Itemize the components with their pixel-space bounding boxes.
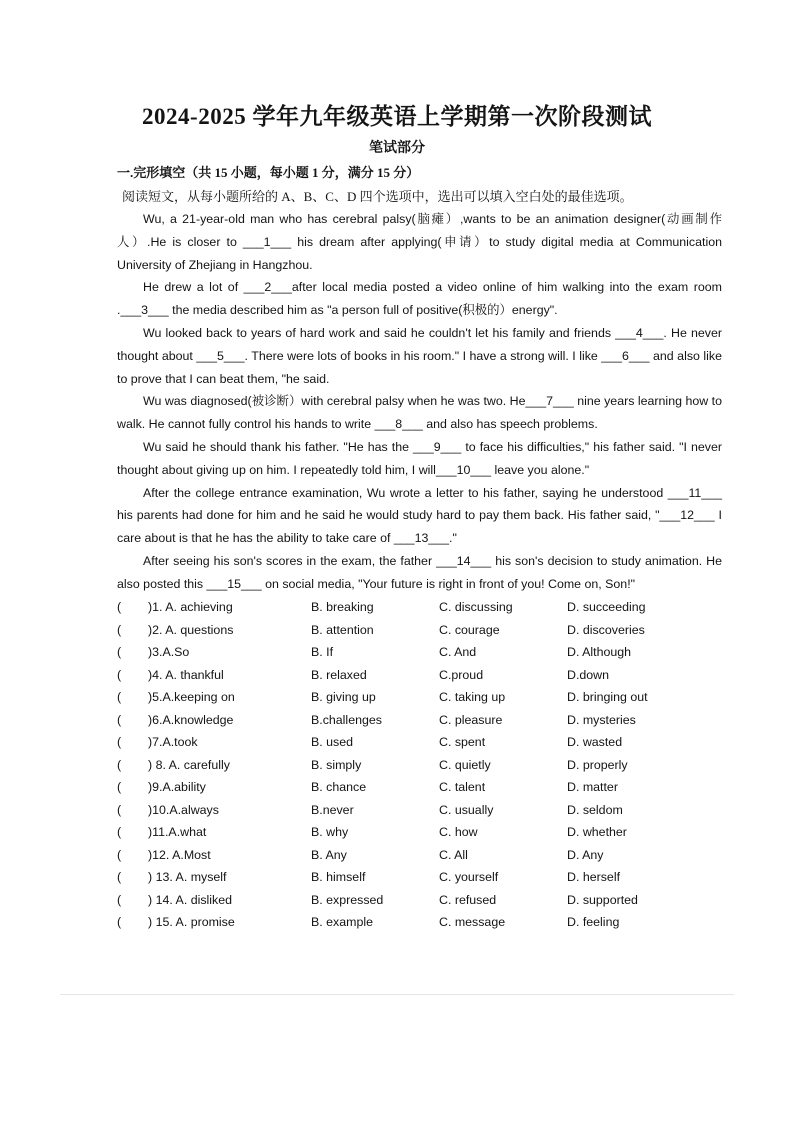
option-d: D. Although (567, 645, 632, 659)
question-row (117, 713, 737, 736)
option-b: B. expressed (311, 892, 384, 907)
cloze-passage (117, 208, 722, 596)
option-c: C. discussing (439, 600, 513, 614)
option-c: C. yourself (439, 870, 499, 884)
passage-paragraph: After seeing his son's scores in the exam, the father ___14___ his son's decision to study animation. He also posted this ___15___ on social media, "Your future is right in front of you! Come on, Son!" (117, 553, 722, 591)
question-row (117, 645, 737, 668)
option-a: ) 14. A. disliked (148, 892, 233, 907)
option-d: D. whether (567, 825, 627, 839)
answer-blank[interactable]: ( (117, 825, 122, 839)
option-a: )11.A.what (148, 825, 207, 839)
option-a: ) 13. A. myself (148, 870, 227, 884)
page-title: 2024-2025 学年九年级英语上学期第一次阶段测试 (142, 104, 652, 129)
answer-blank[interactable]: ( (117, 735, 122, 749)
option-c: C. quietly (439, 757, 491, 772)
passage-paragraph: Wu, a 21-year-old man who has cerebral palsy(脑瘫）,wants to be an animation designer(动画制作人）.He is closer to ___1___ his dream after applying(申请）to study digital media at Communication University of Zhejiang in Hangzhou. (117, 212, 722, 272)
question-row (117, 690, 737, 713)
option-c: C. pleasure (439, 712, 503, 727)
passage-paragraph: Wu said he should thank his father. "He has the ___9___ to face his difficulties," his father said. "I never thought about giving up on him. I repeatedly told him, I will___10___ leave you alone." (117, 439, 722, 477)
answer-blank[interactable]: ( (117, 757, 122, 772)
question-row (117, 870, 737, 893)
option-c: C. spent (439, 735, 486, 749)
question-row (117, 803, 737, 826)
answer-blank[interactable]: ( (117, 870, 122, 884)
question-row (117, 915, 737, 938)
option-d: D. Any (567, 847, 604, 862)
passage-paragraph: He drew a lot of ___2___after local media posted a video online of him walking into the exam room .___3___ the media described him as "a person full of positive(积极的）energy". (117, 280, 722, 318)
answer-blank[interactable]: ( (117, 780, 122, 794)
option-a: )9.A.ability (148, 780, 206, 794)
option-d: D. feeling (567, 915, 620, 929)
answer-blank[interactable]: ( (117, 600, 122, 614)
option-a: )2. A. questions (148, 622, 234, 637)
option-d: D. seldom (567, 802, 623, 817)
option-b: B. relaxed (311, 667, 367, 682)
option-d: D. properly (567, 757, 628, 772)
answer-blank[interactable]: ( (117, 667, 122, 682)
passage-paragraph: Wu looked back to years of hard work and said he couldn't let his family and friends ___4___. He never thought about ___5___. There were lots of books in his room." I have a strong will. I like ___6___ and also like to prove that I can beat them, "he said. (117, 325, 722, 386)
option-d: D. wasted (567, 735, 623, 749)
answer-blank[interactable]: ( (117, 712, 122, 727)
option-c: C. how (439, 825, 478, 839)
page-subtitle: 笔试部分 (369, 141, 425, 156)
option-a: )12. A.Most (148, 847, 211, 862)
option-b: B. If (311, 645, 334, 659)
option-d: D.down (567, 667, 610, 682)
question-row (117, 668, 737, 691)
option-b: B. example (311, 915, 373, 929)
passage-paragraph: After the college entrance examination, Wu wrote a letter to his father, saying he understood ___11___ his parents had done for him and he said he would study hard to pay them back. His father said, "___12___ I care about is that he has the ability to take care of ___13___." (117, 485, 722, 546)
option-a: )5.A.keeping on (148, 690, 235, 704)
option-b: B.never (311, 802, 354, 817)
question-row (117, 780, 737, 803)
answer-blank[interactable]: ( (117, 622, 122, 637)
answer-blank[interactable]: ( (117, 892, 122, 907)
section-heading: 一.完形填空（共 15 小题，每小题 1 分，满分 15 分） (117, 165, 420, 180)
option-c: C. usually (439, 802, 494, 817)
option-a: )1. A. achieving (148, 600, 233, 614)
option-b: B. why (311, 825, 349, 839)
answer-blank[interactable]: ( (117, 847, 122, 862)
question-row (117, 825, 737, 848)
answer-blank[interactable]: ( (117, 915, 122, 929)
option-a: )7.A.took (148, 735, 198, 749)
question-row (117, 893, 737, 916)
answer-blank[interactable]: ( (117, 645, 122, 659)
option-d: D. succeeding (567, 600, 646, 614)
option-c: C. message (439, 915, 506, 929)
option-a: )10.A.always (148, 802, 219, 817)
question-row (117, 758, 737, 781)
option-b: B. used (311, 735, 354, 749)
option-b: B.challenges (311, 712, 382, 727)
passage-paragraph: Wu was diagnosed(被诊断）with cerebral palsy when he was two. He___7___ nine years learning how to walk. He cannot fully control his hands to write ___8___ and also has speech problems. (117, 394, 722, 432)
question-row (117, 623, 737, 646)
option-b: B. giving up (311, 690, 376, 704)
question-row (117, 600, 737, 623)
option-a: )3.A.So (148, 645, 190, 659)
option-c: C. refused (439, 892, 497, 907)
option-d: D. supported (567, 892, 638, 907)
question-row (117, 848, 737, 871)
option-b: B. simply (311, 757, 362, 772)
option-a: )4. A. thankful (148, 667, 224, 682)
option-b: B. Any (311, 847, 347, 862)
option-b: B. attention (311, 622, 374, 637)
option-d: D. matter (567, 780, 618, 794)
answer-blank[interactable]: ( (117, 802, 122, 817)
option-d: D. discoveries (567, 622, 645, 637)
option-c: C. taking up (439, 690, 506, 704)
option-d: D. herself (567, 870, 621, 884)
option-b: B. chance (311, 780, 367, 794)
answer-options (117, 600, 737, 938)
question-row (117, 735, 737, 758)
answer-blank[interactable]: ( (117, 690, 122, 704)
option-c: C. talent (439, 780, 486, 794)
option-b: B. breaking (311, 600, 374, 614)
option-c: C. All (439, 847, 468, 862)
page-divider (60, 994, 734, 995)
option-c: C. courage (439, 622, 500, 637)
option-b: B. himself (311, 870, 366, 884)
option-d: D. mysteries (567, 712, 636, 727)
option-c: C. And (439, 645, 477, 659)
option-a: ) 15. A. promise (148, 915, 235, 929)
option-a: ) 8. A. carefully (148, 757, 230, 772)
option-d: D. bringing out (567, 690, 648, 704)
option-c: C.proud (439, 667, 484, 682)
section-instruction: 阅读短文，从每小题所给的 A、B、C、D 四个选项中，选出可以填入空白处的最佳选项。 (122, 189, 633, 204)
option-a: )6.A.knowledge (148, 712, 234, 727)
